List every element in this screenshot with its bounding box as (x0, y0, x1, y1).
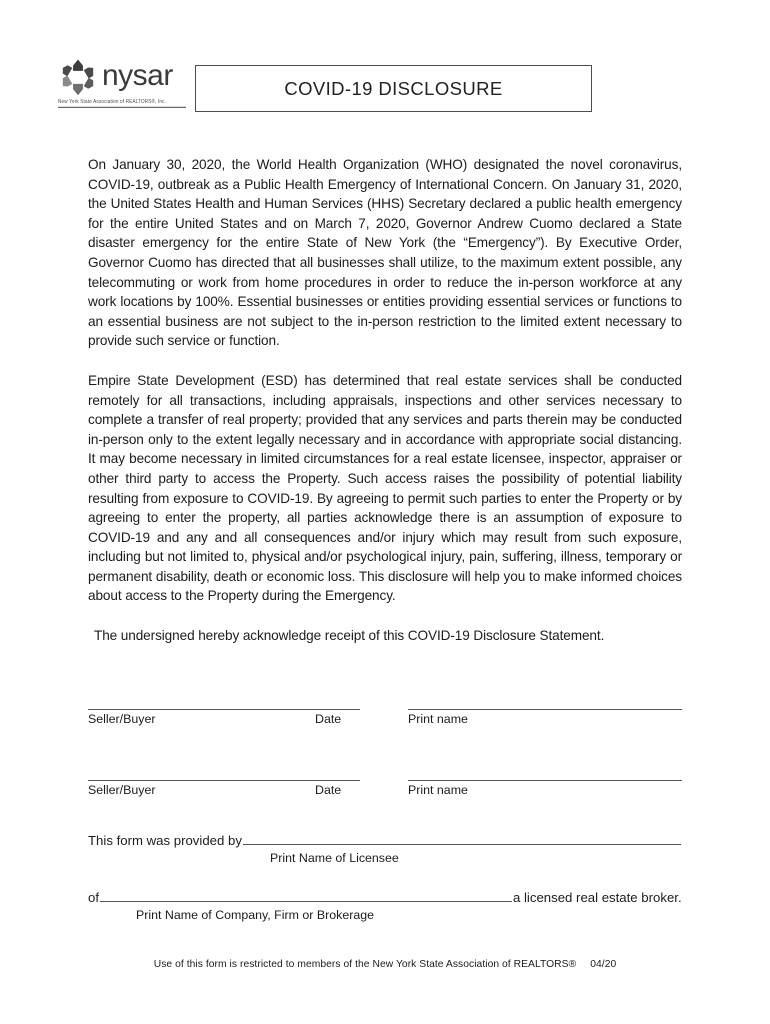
logo-wordmark: nysar (102, 59, 173, 92)
brokerage-lead-text: of (88, 890, 99, 905)
provided-by-line (88, 831, 682, 848)
document-footer (0, 959, 770, 970)
footer-version: 04/20 (590, 959, 617, 970)
brokerage-block (88, 888, 682, 922)
print-name-field[interactable] (408, 765, 682, 781)
signature-col-left (88, 765, 360, 803)
print-name-labels (408, 712, 682, 732)
paragraph-1: On January 30, 2020, the World Health Organization (WHO) designated the novel coronavirus, COVID-19, outbreak as a Public Health Emergency of International Concern. On January 31, 2020, the United States Health and Human Services (HHS) Secretary declared a public health emergency for the entire United States and on March 7, 2020, Governor Andrew Cuomo declared a State disaster emergency for the entire State of New York (the “Emergency”). By Executive Order, Governor Cuomo has directed that all businesses shall utilize, to the maximum extent possible, any telecommuting or work from home procedures in order to reduce the in-person workforce at any work locations by 100%. Essential businesses or entities providing essential services or functions to an essential business are not subject to the in-person restriction to the limited extent necessary to provide such service or function. (88, 157, 682, 349)
title-box (195, 65, 592, 112)
date-label: Date (315, 783, 342, 797)
signature-labels (88, 783, 360, 803)
signature-col-right (408, 694, 682, 732)
seller-buyer-signature-field[interactable] (88, 694, 360, 710)
paragraph-2: Empire State Development (ESD) has determined that real estate services shall be conducted remotely for all transactions, including appraisals, inspections and other services necessary to complete a transfer of real property; provided that any services and parts therein may be conducted in-person only to the extent legally necessary and in accordance with appropriate social distancing. It may become necessary in limited circumstances for a real estate licensee, inspector, appraiser or other third party to access the Property. Such access raises the possibility of potential liability resulting from exposure to COVID-19. By agreeing to permit such parties to enter the Property or by agreeing to enter the property, all parties acknowledge there is an assumption of exposure to COVID-19 and any and all consequences and/or injury which may result from such exposure, including but not limited to, physical and/or psychological injury, pain, suffering, illness, temporary or permanent disability, death or economic loss. This disclosure will help you to make informed choices about access to the Property during the Emergency. (88, 372, 682, 604)
logo-tagline: New York State Association of REALTORS®, Inc. (58, 98, 186, 107)
document-header (58, 58, 712, 118)
seller-buyer-label: Seller/Buyer (88, 712, 156, 726)
signature-row (88, 694, 682, 734)
seller-buyer-signature-field[interactable] (88, 765, 360, 781)
brokerage-trailing-text: a licensed real estate broker. (513, 890, 682, 905)
nysar-logo (58, 58, 188, 106)
logo-row (58, 58, 188, 96)
date-label: Date (315, 712, 342, 726)
licensee-name-field[interactable] (243, 831, 681, 845)
print-name-labels (408, 783, 682, 803)
provided-by-section (88, 831, 682, 922)
signature-col-right (408, 765, 682, 803)
brokerage-line (88, 888, 682, 905)
signature-row (88, 765, 682, 805)
nysar-pinwheel-logo-icon (58, 58, 98, 96)
brokerage-name-field[interactable] (100, 888, 512, 902)
licensee-sub-label: Print Name of Licensee (270, 851, 399, 865)
print-name-field[interactable] (408, 694, 682, 710)
acknowledgment-text: The undersigned hereby acknowledge receipt of this COVID-19 Disclosure Statement. (94, 628, 605, 644)
signature-labels (88, 712, 360, 732)
print-name-label: Print name (408, 712, 468, 726)
footer-restriction-text: Use of this form is restricted to members of the New York State Association of REALTORS® (153, 959, 577, 970)
signature-col-left (88, 694, 360, 732)
print-name-label: Print name (408, 783, 468, 797)
page-title: COVID-19 DISCLOSURE (284, 77, 503, 99)
company-sub-label: Print Name of Company, Firm or Brokerage (136, 908, 375, 922)
document-body (88, 155, 682, 646)
provided-by-lead-text: This form was provided by (88, 833, 242, 848)
seller-buyer-label: Seller/Buyer (88, 783, 156, 797)
